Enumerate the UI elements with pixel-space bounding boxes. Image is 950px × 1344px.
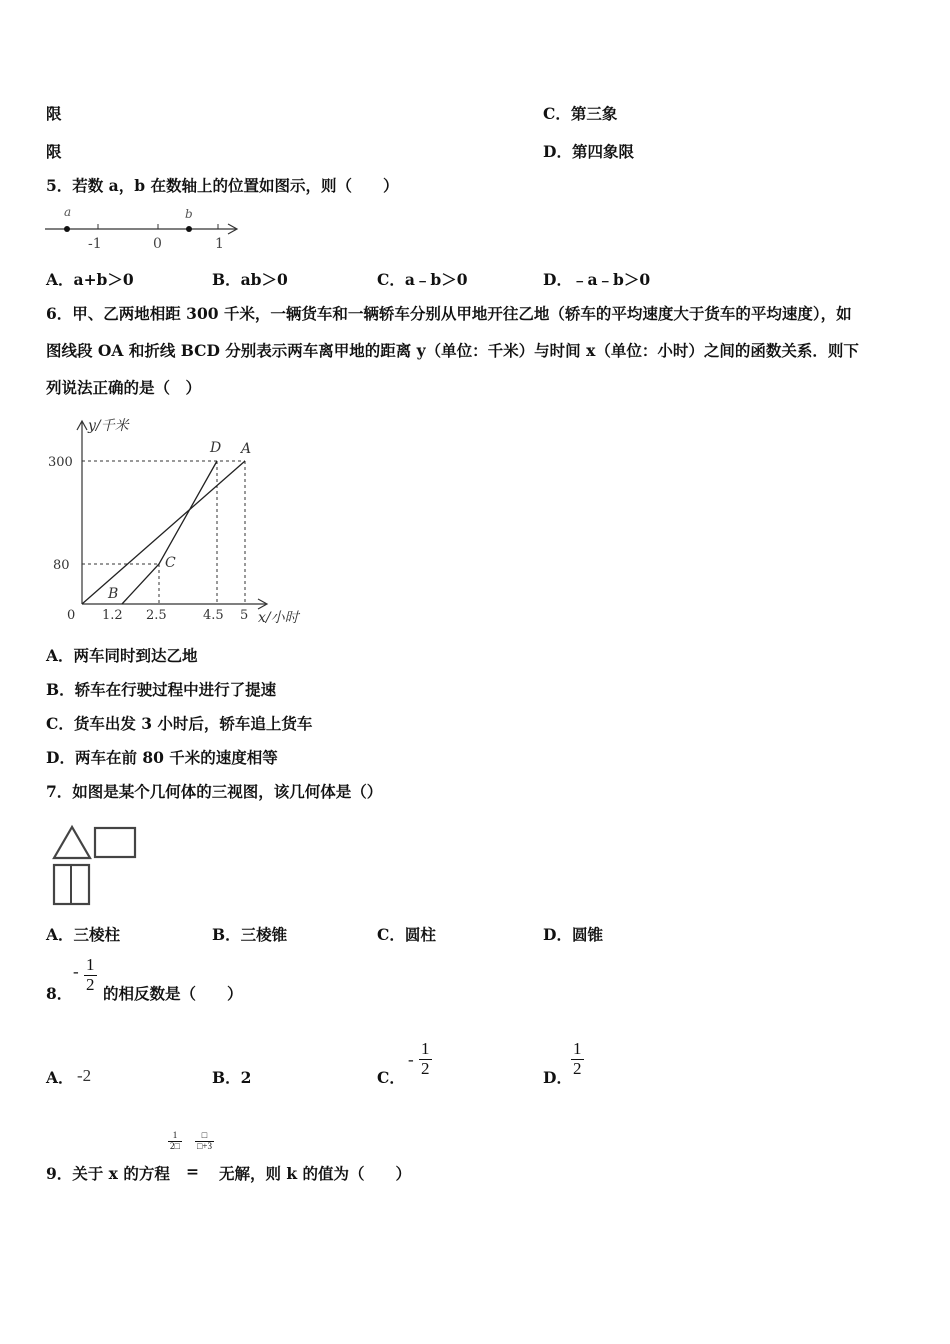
q7-stem: 7．如图是某个几何体的三视图，该几何体是（）	[46, 782, 383, 801]
point-b	[186, 226, 192, 232]
q6-option-c: C．货车出发 3 小时后，轿车追上货车	[46, 714, 313, 733]
q8-option-c-minus: -	[408, 1050, 414, 1069]
q6-stem-line3: 列说法正确的是（ ）	[46, 378, 202, 397]
q6-stem-line2: 图线段 OA 和折线 BCD 分别表示两车离甲地的距离 y（单位：千米）与时间 x（单位：小时）之间的函数关系．则下	[46, 341, 859, 360]
q6-distance-time-graph	[40, 410, 310, 630]
tick-label-m1: -1	[88, 236, 102, 252]
y-tick-80: 80	[53, 558, 70, 573]
point-label-D: D	[210, 440, 222, 456]
q8-option-c-fraction	[419, 1040, 432, 1078]
q5-option-c: C．a﹣b＞0	[377, 270, 468, 289]
q5-option-a: A．a+b＞0	[46, 270, 134, 289]
q5-number-line	[40, 202, 245, 254]
q6-option-b: B．轿车在行驶过程中进行了提速	[46, 680, 277, 699]
q4-option-a-tail: 限	[46, 104, 62, 123]
q7-option-a: A．三棱柱	[46, 925, 121, 944]
q8-number: 8．	[46, 984, 73, 1003]
q7-three-view-drawing	[46, 818, 146, 910]
q9-fraction-2	[195, 1130, 214, 1151]
q6-stem-line1: 6．甲、乙两地相距 300 千米，一辆货车和一辆轿车分别从甲地开往乙地（轿车的平均速度大于货车的平均速度），如	[46, 304, 852, 323]
q8-option-c-num: 1	[421, 1039, 430, 1058]
q8-option-a-value: -2	[77, 1066, 92, 1085]
segment-OA	[82, 461, 245, 604]
label-b: b	[185, 207, 193, 221]
q6-option-d: D．两车在前 80 千米的速度相等	[46, 748, 278, 767]
x-tick-2-5: 2.5	[146, 608, 167, 623]
front-view-triangle-icon	[54, 827, 90, 858]
q9-fraction-1	[168, 1130, 182, 1151]
label-a: a	[64, 205, 72, 219]
point-label-C: C	[165, 555, 176, 571]
q9-frac1-num: 1	[168, 1131, 182, 1142]
q8-option-d-fraction	[571, 1040, 584, 1078]
point-label-B: B	[108, 586, 119, 602]
q8-option-d-den: 2	[573, 1058, 582, 1078]
q8-frac-num: 1	[86, 955, 95, 974]
x-tick-1-2: 1.2	[102, 608, 123, 623]
polyline-BCD	[122, 461, 217, 604]
q9-prefix: 9．关于 x 的方程	[46, 1164, 170, 1183]
q9-frac2-num: □	[195, 1131, 214, 1142]
q4-option-d: D．第四象限	[543, 142, 634, 161]
q8-option-b: B．2	[212, 1068, 252, 1087]
q7-option-d: D．圆锥	[543, 925, 603, 944]
side-view-rect-icon	[95, 828, 135, 857]
q5-option-b: B．ab＞0	[212, 270, 288, 289]
q8-frac-den: 2	[86, 974, 95, 994]
x-tick-5: 5	[240, 608, 249, 623]
point-a	[64, 226, 70, 232]
q7-option-b: B．三棱锥	[212, 925, 288, 944]
q9-frac2-den: □+3	[197, 1140, 213, 1151]
q8-minus: -	[73, 962, 79, 981]
q8-option-c-den: 2	[421, 1058, 430, 1078]
y-tick-300: 300	[48, 455, 73, 470]
q9-suffix: 无解，则 k 的值为（ ）	[219, 1164, 412, 1183]
x-tick-4-5: 4.5	[203, 608, 224, 623]
x-tick-0: 0	[67, 608, 76, 623]
q6-option-a: A．两车同时到达乙地	[46, 646, 198, 665]
q8-option-d-label: D．	[543, 1068, 572, 1087]
q8-option-d-num: 1	[573, 1039, 582, 1058]
y-axis-label: y/千米	[88, 418, 129, 434]
x-axis-label: x/小时	[258, 610, 299, 626]
q5-option-d: D．﹣a﹣b＞0	[543, 270, 651, 289]
q8-option-a-label: A．	[46, 1068, 74, 1087]
q9-equals: =	[186, 1162, 199, 1181]
tick-label-1: 1	[215, 236, 224, 252]
q8-option-c-label: C．	[377, 1068, 405, 1087]
tick-label-0: 0	[153, 236, 162, 252]
q9-frac1-den: 2□	[170, 1140, 180, 1151]
point-label-A: A	[241, 441, 252, 457]
q4-option-b-tail: 限	[46, 142, 62, 161]
q8-fraction	[84, 956, 97, 994]
q8-stem-tail: 的相反数是（ ）	[103, 984, 243, 1003]
q7-option-c: C．圆柱	[377, 925, 436, 944]
q5-stem: 5．若数 a，b 在数轴上的位置如图示，则（ ）	[46, 176, 399, 195]
q4-option-c: C．第三象	[543, 104, 618, 123]
